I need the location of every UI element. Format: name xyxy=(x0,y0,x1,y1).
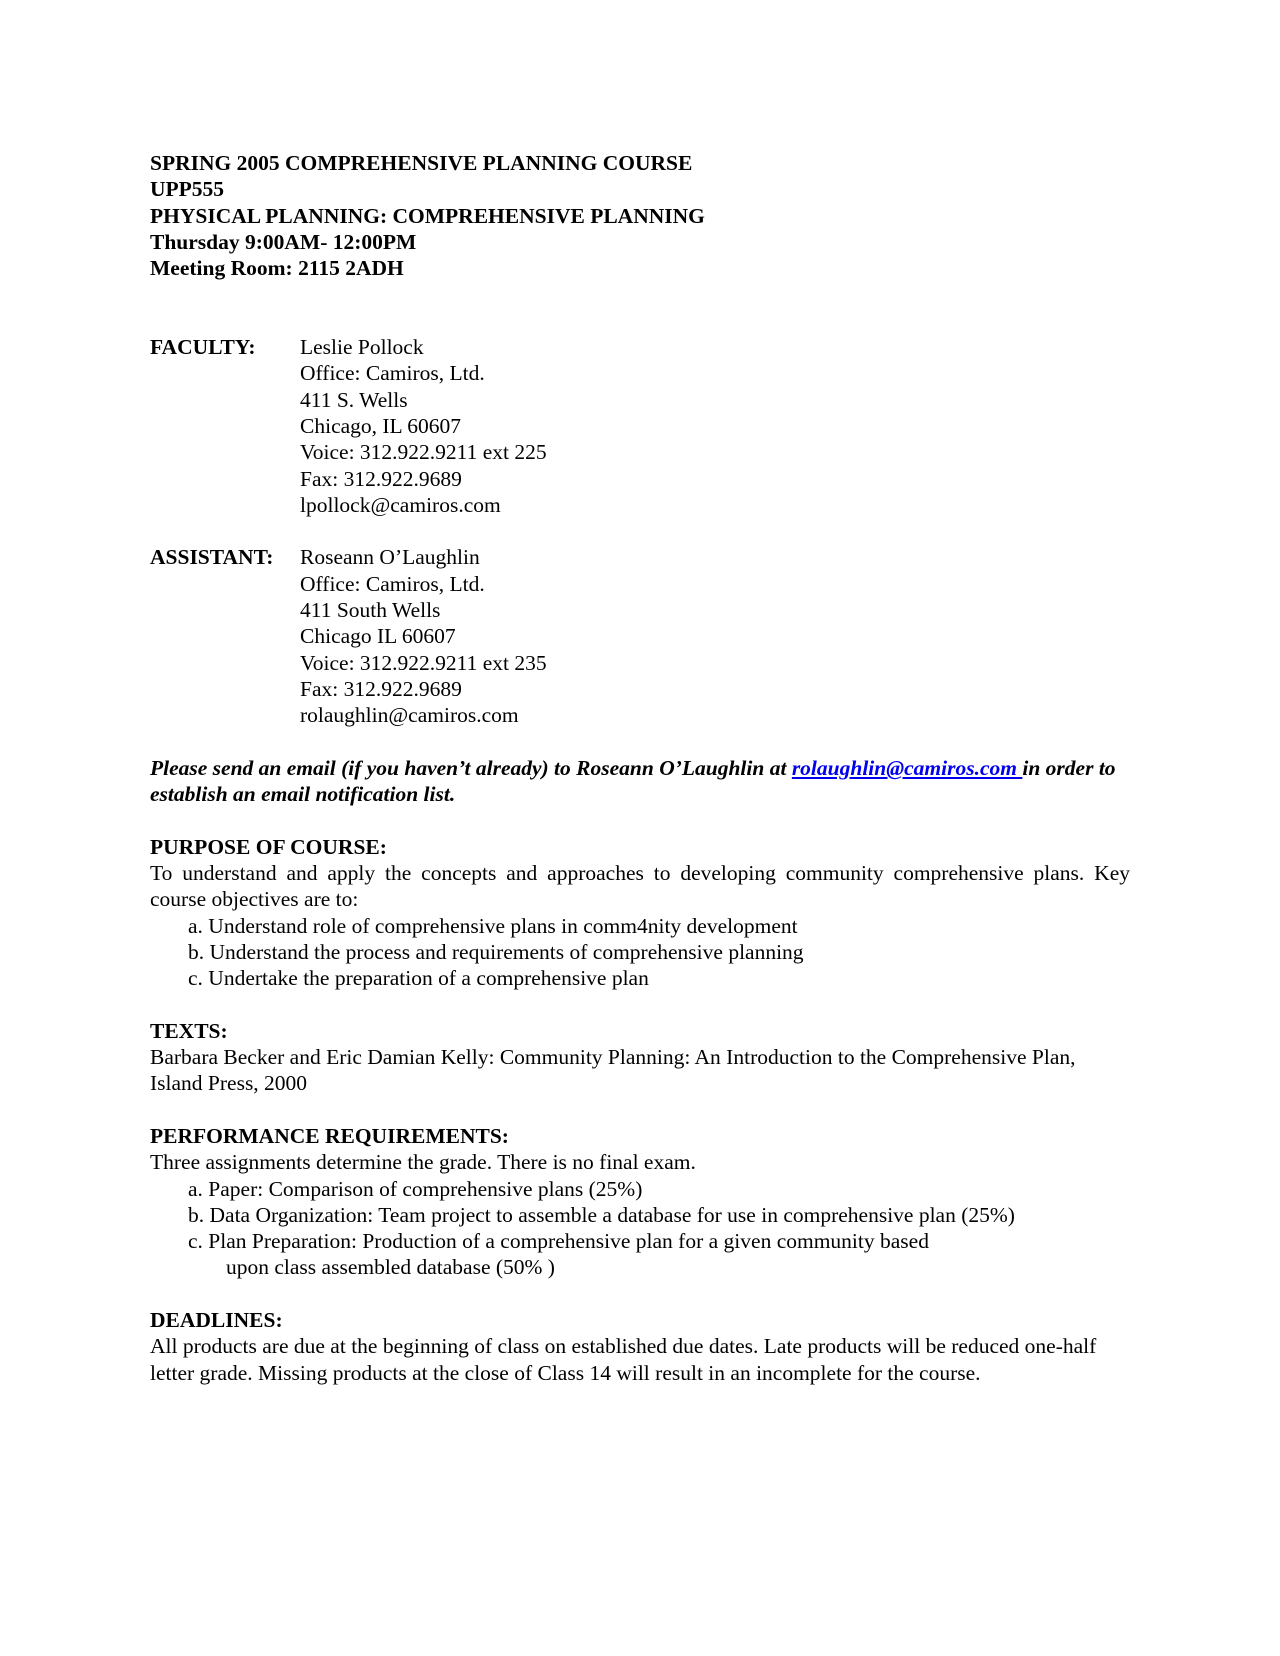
spacer xyxy=(150,807,1130,833)
assistant-office: Office: Camiros, Ltd. xyxy=(300,571,485,596)
email-notice-text: Please send an email (if you haven’t already) to Roseann O’Laughlin at xyxy=(150,755,792,780)
assistant-block xyxy=(150,544,1130,728)
purpose-heading: PURPOSE OF COURSE: xyxy=(150,834,387,859)
list-item: b. Understand the process and requirements of comprehensive planning xyxy=(188,939,804,964)
assistant-email: rolaughlin@camiros.com xyxy=(300,703,519,728)
email-link[interactable]: rolaughlin@camiros.com xyxy=(791,755,1023,780)
purpose-section xyxy=(150,834,1130,992)
texts-citation: Barbara Becker and Eric Damian Kelly: Community Planning: An Introduction to the Comprehensive Plan, Island Press, 2000 xyxy=(150,1045,1076,1096)
course-room: Meeting Room: 2115 2ADH xyxy=(150,256,404,281)
list-item: a. Paper: Comparison of comprehensive plans (25%) xyxy=(188,1176,643,1201)
course-header xyxy=(150,150,1130,281)
document-page xyxy=(150,150,1130,1386)
faculty-contact xyxy=(300,334,1130,518)
faculty-name: Leslie Pollock xyxy=(300,335,424,360)
faculty-street: 411 S. Wells xyxy=(300,387,408,412)
faculty-email: lpollock@camiros.com xyxy=(300,492,501,517)
assistant-city: Chicago IL 60607 xyxy=(300,624,456,649)
email-notice-text-end: in order to establish an email notification list. xyxy=(150,755,1116,807)
list-item: c. Plan Preparation: Production of a comprehensive plan for a given community based xyxy=(188,1229,929,1254)
faculty-block xyxy=(150,334,1130,518)
course-schedule: Thursday 9:00AM- 12:00PM xyxy=(150,229,417,254)
deadlines-text: All products are due at the beginning of class on established due dates. Late products will be reduced one-half letter grade. Missing products at the close of Class 14 will result in an incomplete for the course. xyxy=(150,1334,1097,1385)
spacer xyxy=(150,1097,1130,1123)
spacer xyxy=(150,729,1130,755)
texts-section xyxy=(150,1018,1130,1097)
email-notice xyxy=(150,755,1130,808)
assistant-contact xyxy=(300,544,1130,728)
performance-section xyxy=(150,1123,1130,1281)
spacer xyxy=(150,992,1130,1018)
list-item-continuation: upon class assembled database (50% ) xyxy=(226,1255,555,1280)
course-title: SPRING 2005 COMPREHENSIVE PLANNING COURSE xyxy=(150,151,693,175)
faculty-label: FACULTY: xyxy=(150,335,256,360)
list-item: b. Data Organization: Team project to assemble a database for use in comprehensive plan (25%) xyxy=(188,1202,1015,1227)
performance-heading: PERFORMANCE REQUIREMENTS: xyxy=(150,1123,509,1148)
course-subtitle: PHYSICAL PLANNING: COMPREHENSIVE PLANNING xyxy=(150,203,705,228)
list-item: a. Understand role of comprehensive plans in comm4nity development xyxy=(188,913,798,938)
faculty-office: Office: Camiros, Ltd. xyxy=(300,361,485,386)
spacer xyxy=(150,281,1130,307)
deadlines-heading: DEADLINES: xyxy=(150,1308,283,1333)
purpose-text: To understand and apply the concepts and approaches to developing community comprehensive plans. Key course objectives are to: xyxy=(150,861,1130,912)
spacer xyxy=(150,1281,1130,1307)
assistant-fax: Fax: 312.922.9689 xyxy=(300,676,462,701)
texts-heading: TEXTS: xyxy=(150,1018,228,1043)
list-item: c. Undertake the preparation of a comprehensive plan xyxy=(188,966,649,991)
performance-text: Three assignments determine the grade. There is no final exam. xyxy=(150,1150,696,1175)
assistant-label: ASSISTANT: xyxy=(150,545,274,570)
spacer xyxy=(150,308,1130,334)
assistant-voice: Voice: 312.922.9211 ext 235 xyxy=(300,650,547,675)
faculty-voice: Voice: 312.922.9211 ext 225 xyxy=(300,440,547,465)
course-code: UPP555 xyxy=(150,177,225,202)
deadlines-section xyxy=(150,1307,1130,1386)
faculty-fax: Fax: 312.922.9689 xyxy=(300,466,462,491)
assistant-name: Roseann O’Laughlin xyxy=(300,545,480,570)
assistant-street: 411 South Wells xyxy=(300,598,441,623)
faculty-city: Chicago, IL 60607 xyxy=(300,413,462,438)
spacer xyxy=(150,518,1130,544)
